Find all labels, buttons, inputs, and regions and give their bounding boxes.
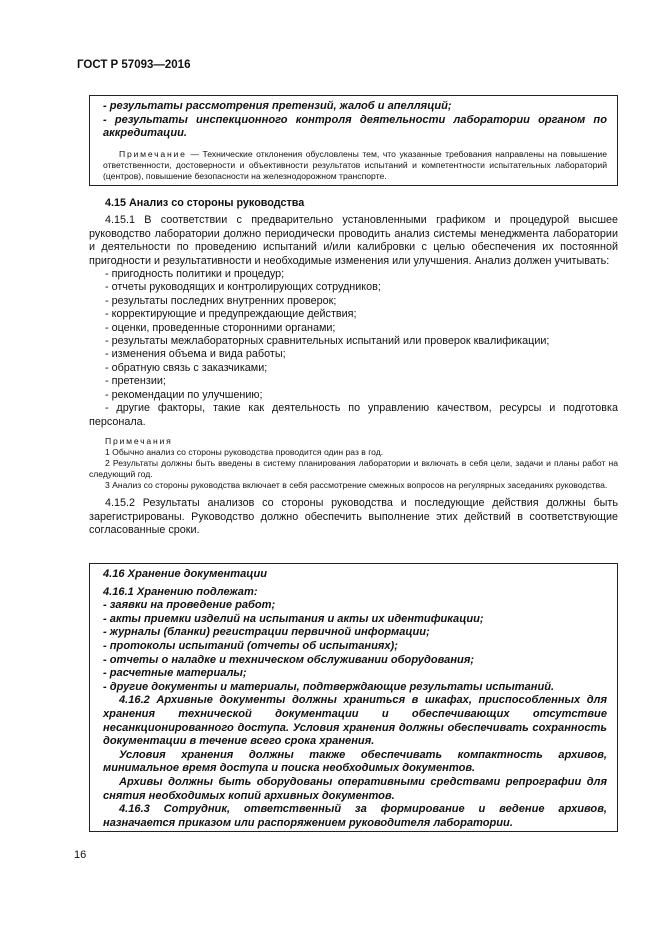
paragraph: 4.16.2 Архивные документы должны храниться в шкафах, приспособленных для хранения технической документации и обеспечивающих отсутствие несанкционированного доступа. Условия хранения должны обеспечивать сохранность документации в течение всего срока хранения. [103,694,607,748]
documentation-storage-box [89,563,618,832]
note-item: 3 Анализ со стороны руководства включает в себя рассмотрение смежных вопросов на регулярных заседаниях руководства. [105,480,608,491]
notes-block [89,436,618,491]
document-header: ГОСТ Р 57093—2016 [77,59,191,71]
note-label: Примечание [119,148,187,159]
paragraph-4-15-2: 4.15.2 Результаты анализов со стороны руководства и последующие действия должны быть зарегистрированы. Руководство должно обеспечить выполнение этих действий в соответствующие согласованные сроки. [89,497,618,537]
paragraph: 4.16.3 Сотрудник, ответственный за формирование и ведение архивов, назначается приказом или распоряжением руководителя лаборатории. [103,803,607,829]
list-item: - другие факторы, такие как деятельность по управлению качеством, ресурсы и подготовка персонала. [89,402,618,428]
note-text: — Технические отклонения обусловлены тем, что указанные требования направлены на повышение ответственности, достоверности и объективности результатов испытаний и компетентности испытательных лабораторий (центров), повышение безопасности на железнодорожном транспорте. [103,148,607,182]
list-item: - отчеты о наладке и техническом обслуживании оборудования; [103,653,475,666]
technical-deviation-box [89,95,618,186]
list-item: - заявки на проведение работ; [103,599,276,612]
paragraph-4-15-1: 4.15.1 В соответствии с предварительно установленными графиком и процедурой высшее руководство лаборатории должно периодически проводить анализ системы менеджмента лаборатории и деятельности по проведению испытаний и/или калибровки с целью обеспечения их постоянной пригодности и результативности и необходимые изменения или улучшения. Анализ должен учитывать: [89,214,618,267]
list-item: - другие документы и материалы, подтверждающие результаты испытаний. [103,680,555,693]
section-heading: 4.15 Анализ со стороны руководства [105,197,305,209]
list-item: - рекомендации по улучшению; [105,388,263,401]
list-item: - акты приемки изделий на испытания и акты их идентификации; [103,612,484,625]
list-item: - претензии; [105,375,166,388]
note-item: 1 Обычно анализ со стороны руководства проводится один раз в год. [105,447,384,457]
paragraph: Условия хранения должны также обеспечивать компактность архивов, минимальное время доступа и поиска необходимых документов. [103,748,607,775]
box1-item: - результаты рассмотрения претензий, жалоб и апелляций; [103,100,452,112]
list-item: - результаты межлабораторных сравнительных испытаний или проверок квалификации; [105,335,550,348]
list-item: - расчетные материалы; [103,667,247,680]
section-heading: 4.16 Хранение документации [103,568,268,580]
list-item: - результаты последних внутренних проверок; [105,294,337,307]
notes-label: Примечания [105,435,173,446]
section-4-15 [89,197,618,538]
list-item: - оценки, проведенные сторонними органами; [105,321,336,334]
box1-item: - результаты инспекционного контроля деятельности лаборатории органом по аккредитации. [103,113,607,140]
list-item: - обратную связь с заказчиками; [105,361,268,374]
list-item: - протоколы испытаний (отчеты об испытаниях); [103,639,398,652]
box1-note [103,149,607,183]
list-item: - журналы (бланки) регистрации первичной информации; [103,626,430,639]
note-item: 2 Результаты должны быть введены в систему планирования лаборатории и включать в себя цели, задачи и планы работ на следующий год. [89,458,618,480]
list-item: - отчеты руководящих и контролирующих сотрудников; [105,281,381,294]
page-number: 16 [74,849,87,861]
paragraph: Архивы должны быть оборудованы оперативными средствами репрографии для снятия необходимых копий архивных документов. [103,775,607,802]
list-item: - корректирующие и предупреждающие действия; [105,308,357,321]
subsection-heading: 4.16.1 Хранению подлежат: [103,585,258,598]
list-item: - пригодность политики и процедур; [105,268,285,281]
list-item: - изменения объема и вида работы; [105,348,286,361]
